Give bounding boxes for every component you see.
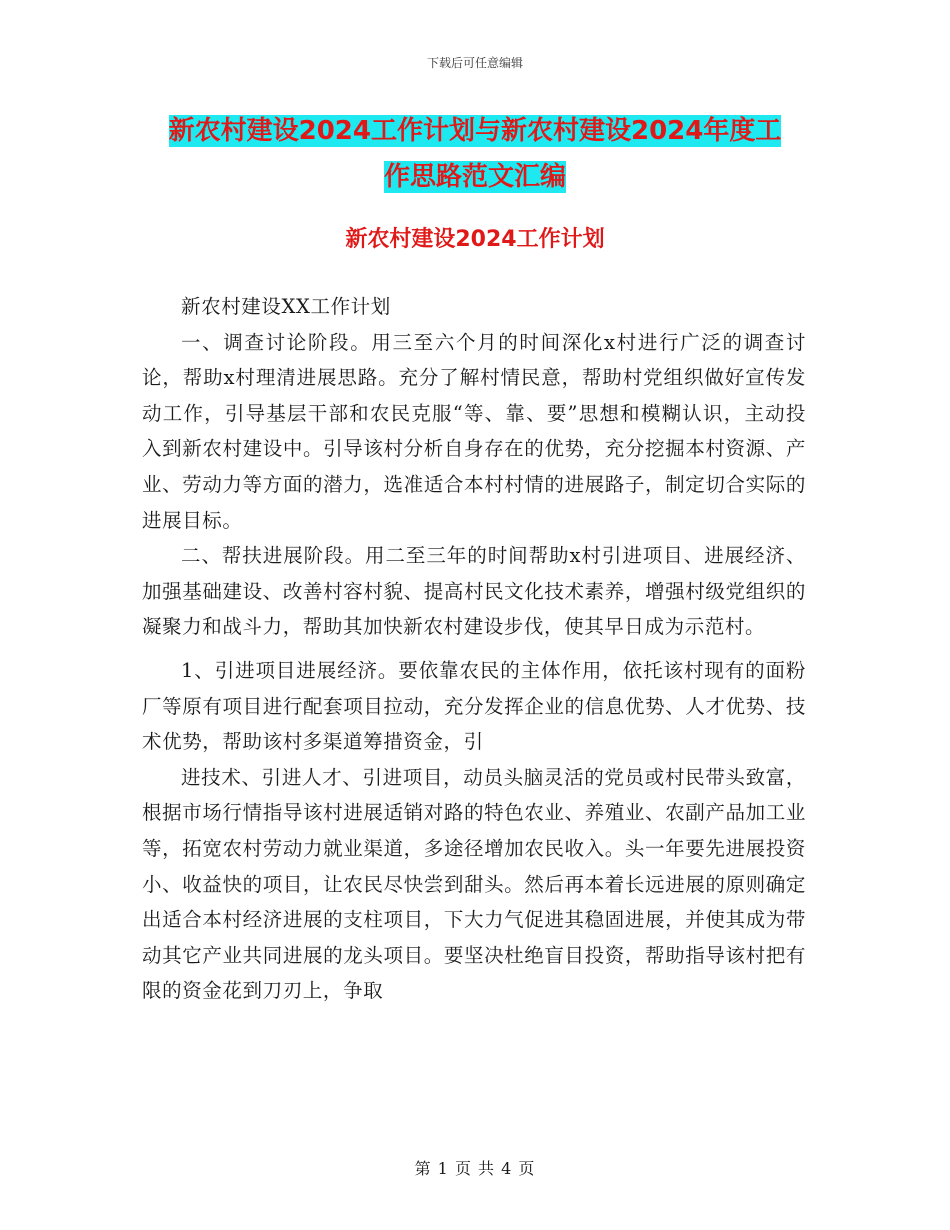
paragraph: 一、调查讨论阶段。用三至六个月的时间深化x村进行广泛的调查讨论，帮助x村理清进展思路。充分了解村情民意，帮助村党组织做好宣传发动工作，引导基层干部和农民克服“等、靠、要”思想和模糊认识，主动投入到新农村建设中。引导该村分析自身存在的优势，充分挖掘本村资源、产业、劳动力等方面的潜力，选准适合本村村情的进展路子，制定切合实际的进展目标。 bbox=[142, 330, 806, 532]
paragraph: 1、引进项目进展经济。要依靠农民的主体作用，依托该村现有的面粉厂等原有项目进行配套项目拉动，充分发挥企业的信息优势、人才优势、技术优势，帮助该村多渠道筹措资金，引 bbox=[142, 658, 806, 754]
section-title: 新农村建设2024工作计划 bbox=[345, 227, 605, 252]
document-body bbox=[142, 289, 806, 1009]
document-title-line-1: 新农村建设2024工作计划与新农村建设2024年度工 bbox=[168, 116, 782, 146]
document-title-line-2: 作思路范文汇编 bbox=[383, 162, 566, 192]
paragraph: 进技术、引进人才、引进项目，动员头脑灵活的党员或村民带头致富，根据市场行情指导该村进展适销对路的特色农业、养殖业、农副产品加工业等，拓宽农村劳动力就业渠道，多途径增加农民收入。头一年要先进展投资小、收益快的项目，让农民尽快尝到甜头。然后再本着长远进展的原则确定出适合本村经济进展的支柱项目，下大力气促进其稳固进展，并使其成为带动其它产业共同进展的龙头项目。要坚决杜绝盲目投资，帮助指导该村把有限的资金花到刀刃上，争取 bbox=[142, 765, 806, 1003]
page-footer: 第 1 页 共 4 页 bbox=[414, 1159, 536, 1178]
header-note: 下载后可任意编辑 bbox=[426, 56, 523, 70]
paragraph: 新农村建设XX工作计划 bbox=[181, 295, 391, 318]
document-title bbox=[120, 108, 830, 200]
paragraph: 二、帮扶进展阶段。用二至三年的时间帮助x村引进项目、进展经济、加强基础建设、改善村容村貌、提高村民文化技术素养，增强村级党组织的凝聚力和战斗力，帮助其加快新农村建设步伐，使其早日成为示范村。 bbox=[142, 544, 806, 639]
